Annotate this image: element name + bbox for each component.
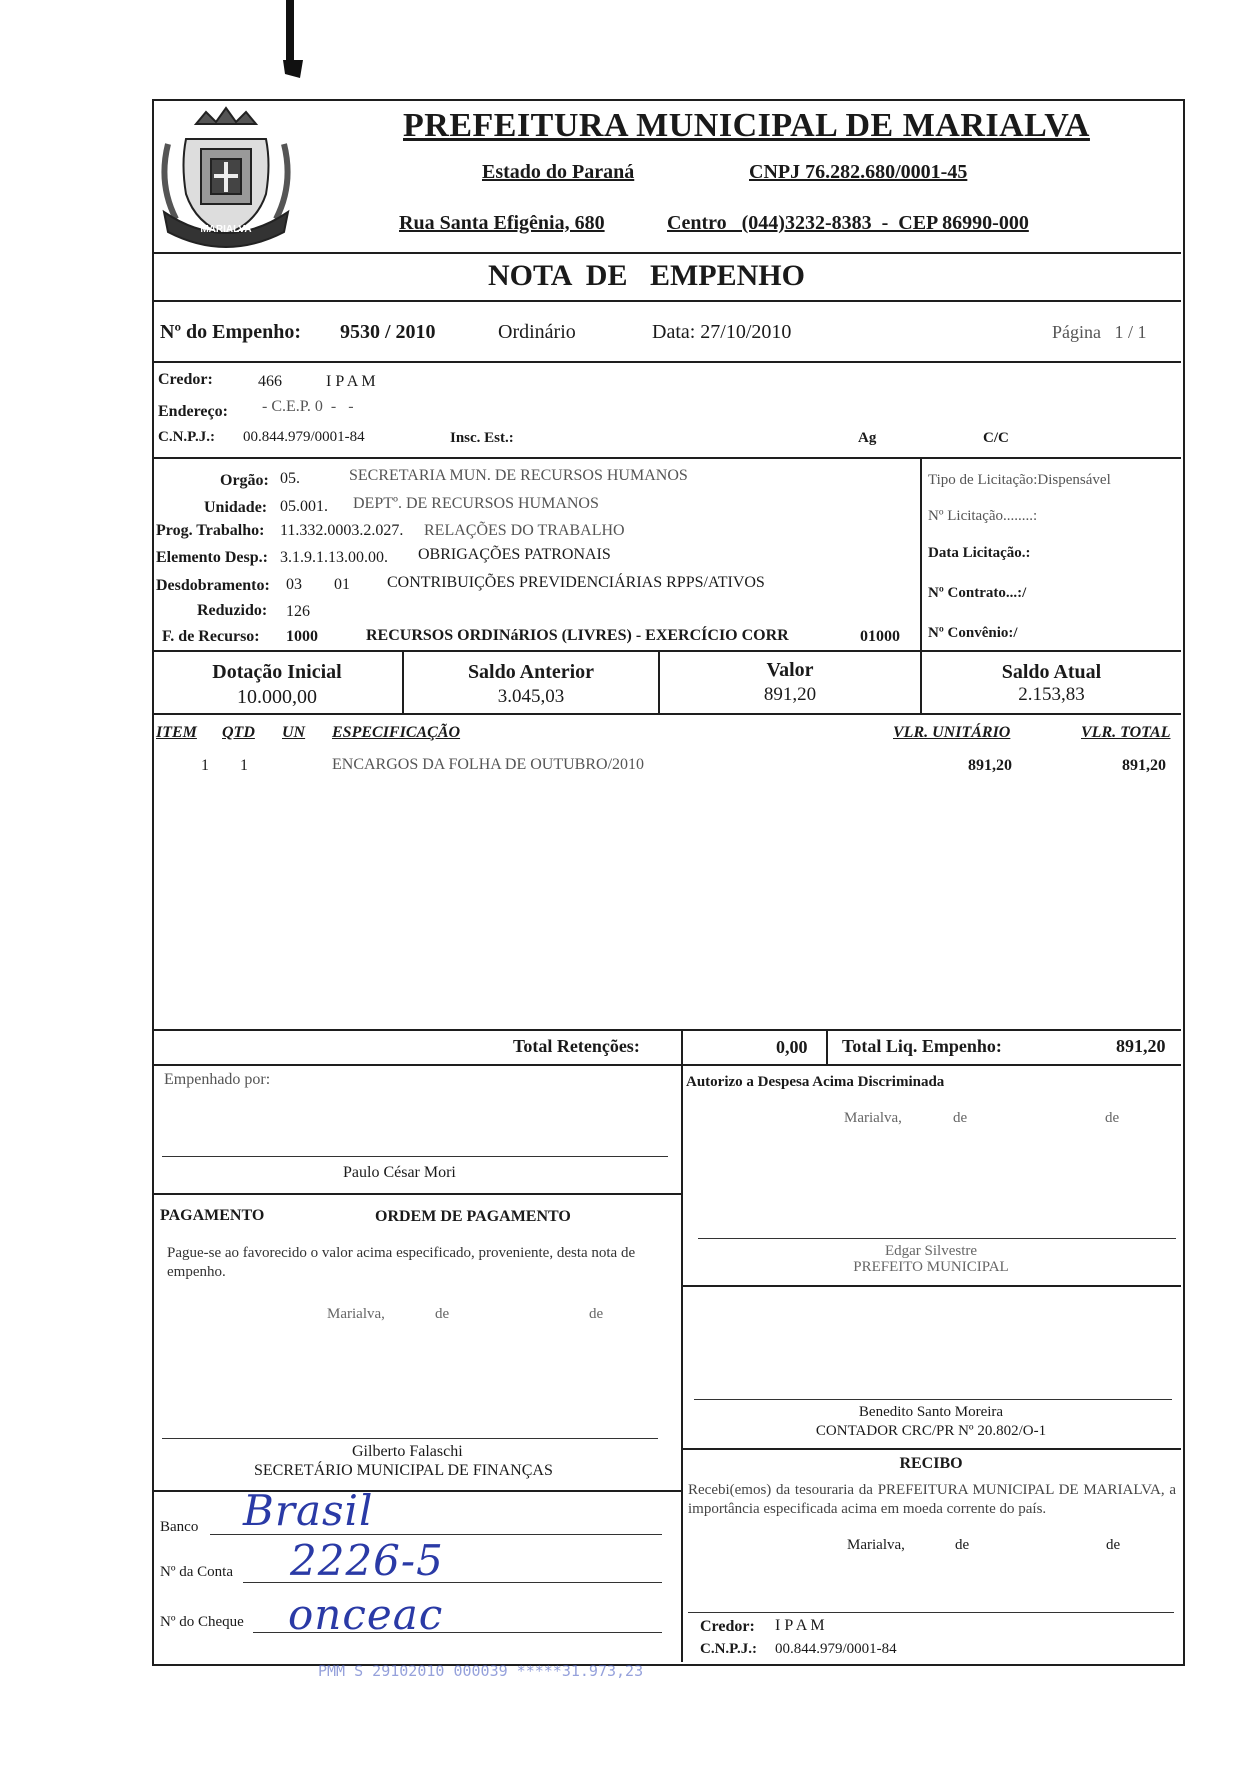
coat-of-arms-logo xyxy=(156,104,296,254)
pagamento-text: Pague-se ao favorecido o valor acima especificado, proveniente, desta nota de empenho. xyxy=(167,1245,636,1280)
cnpj-credor-value: 00.844.979/0001-84 xyxy=(243,429,365,445)
desdobramento-a: 03 xyxy=(286,576,302,593)
unidade-code: 05.001. xyxy=(280,498,328,515)
cnpj-credor-label: C.N.P.J.: xyxy=(158,429,215,445)
desdobramento-b: 01 xyxy=(334,576,350,593)
cheque-label: Nº do Cheque xyxy=(160,1614,244,1630)
numero-licitacao: Nº Licitação........: xyxy=(928,508,1038,524)
retencoes-label: Total Retenções: xyxy=(513,1036,640,1056)
dotacao-value: 10.000,00 xyxy=(237,686,317,708)
row-total: 891,20 xyxy=(1122,757,1166,774)
empenhado-label: Empenhado por: xyxy=(164,1071,271,1088)
row-item: 1 xyxy=(201,757,209,774)
reduzido-value: 126 xyxy=(286,603,310,620)
empenho-date: Data: 27/10/2010 xyxy=(652,321,792,343)
pagamento-de-1: de xyxy=(435,1306,450,1322)
valor-value: 891,20 xyxy=(763,684,817,705)
recibo-cnpj-value: 00.844.979/0001-84 xyxy=(775,1641,897,1657)
fonte-name: RECURSOS ORDINáRIOS (LIVRES) - EXERCÍCIO CORR xyxy=(366,627,789,644)
elemento-name: OBRIGAÇÕES PATRONAIS xyxy=(418,546,611,563)
conta-label: Nº da Conta xyxy=(160,1564,233,1580)
pagamento-label: PAGAMENTO xyxy=(160,1207,265,1224)
recibo-credor-label: Credor: xyxy=(700,1618,755,1635)
prefeito-title: PREFEITO MUNICIPAL xyxy=(853,1259,1009,1275)
table-row xyxy=(152,757,1181,781)
retencoes-value: 0,00 xyxy=(776,1037,808,1057)
col-total: VLR. TOTAL xyxy=(1081,724,1171,741)
dotacao-label: Dotação Inicial xyxy=(212,661,342,683)
saldo-anterior-value: 3.045,03 xyxy=(497,686,565,707)
autorizo-label: Autorizo a Despesa Acima Discriminada xyxy=(686,1074,945,1090)
ag-label: Ag xyxy=(858,430,877,446)
autorizo-marialva: Marialva, xyxy=(844,1110,902,1126)
col-item: ITEM xyxy=(156,724,197,741)
orgao-code: 05. xyxy=(280,470,300,487)
row-espec: ENCARGOS DA FOLHA DE OUTUBRO/2010 xyxy=(332,756,645,773)
recibo-marialva: Marialva, xyxy=(847,1537,905,1553)
credor-code: 466 xyxy=(258,373,282,390)
conta-handwriting: 2226-5 xyxy=(290,1536,444,1585)
document-title: NOTA DE EMPENHO xyxy=(488,259,805,292)
recibo-credor-value: I P A M xyxy=(775,1617,825,1634)
col-unit: VLR. UNITÁRIO xyxy=(893,724,1011,741)
row-qtd: 1 xyxy=(240,757,248,774)
svg-text:MARIALVA: MARIALVA xyxy=(200,224,252,235)
orgao-name: SECRETARIA MUN. DE RECURSOS HUMANOS xyxy=(349,467,688,484)
numero-contrato: Nº Contrato...:/ xyxy=(928,585,1027,601)
fonte-label: F. de Recurso: xyxy=(162,628,260,645)
prefeito-name: Edgar Silvestre xyxy=(884,1243,978,1259)
fonte-right-code: 01000 xyxy=(860,628,900,645)
page-title: PREFEITURA MUNICIPAL DE MARIALVA xyxy=(403,107,1090,144)
endereco-value: - C.E.P. 0 - - xyxy=(262,398,354,415)
scan-mark xyxy=(285,0,303,78)
desdobramento-name: CONTRIBUIÇÕES PREVIDENCIÁRIAS RPPS/ATIVOS xyxy=(387,574,765,591)
valor-label: Valor xyxy=(766,659,814,681)
cnpj-label: CNPJ 76.282.680/0001-45 xyxy=(749,161,968,183)
desdobramento-label: Desdobramento: xyxy=(156,577,270,594)
elemento-code: 3.1.9.1.13.00.00. xyxy=(280,549,388,566)
liq-value: 891,20 xyxy=(1116,1036,1166,1056)
pagamento-marialva: Marialva, xyxy=(327,1306,385,1322)
credor-label: Credor: xyxy=(158,371,213,388)
recibo-de-2: de xyxy=(1106,1537,1121,1553)
autorizo-de-2: de xyxy=(1105,1110,1120,1126)
pagamento-de-2: de xyxy=(589,1306,604,1322)
empenho-label: Nº do Empenho: xyxy=(160,321,302,343)
numero-convenio: Nº Convênio:/ xyxy=(928,625,1018,641)
empenhado-name: Paulo César Mori xyxy=(343,1164,456,1181)
reduzido-label: Reduzido: xyxy=(197,602,268,619)
unidade-name: DEPTº. DE RECURSOS HUMANOS xyxy=(353,495,599,512)
saldo-anterior-label: Saldo Anterior xyxy=(467,661,595,683)
address-label: Rua Santa Efigênia, 680 xyxy=(399,212,605,234)
secretario-title: SECRETÁRIO MUNICIPAL DE FINANÇAS xyxy=(254,1462,553,1479)
orgao-label: Orgão: xyxy=(220,472,269,489)
data-licitacao: Data Licitação.: xyxy=(928,545,1031,561)
elemento-label: Elemento Desp.: xyxy=(156,549,268,566)
secretario-name: Gilberto Falaschi xyxy=(352,1443,463,1460)
col-qtd: QTD xyxy=(222,724,255,741)
prog-label: Prog. Trabalho: xyxy=(156,522,265,539)
prog-name: RELAÇÕES DO TRABALHO xyxy=(424,522,625,539)
insc-label: Insc. Est.: xyxy=(450,430,514,446)
empenho-type: Ordinário xyxy=(498,321,576,343)
autorizo-de-1: de xyxy=(953,1110,968,1126)
credor-name: I P A M xyxy=(326,373,376,390)
endereco-label: Endereço: xyxy=(158,403,228,420)
recibo-title: RECIBO xyxy=(899,1455,963,1472)
recibo-cnpj-label: C.N.P.J.: xyxy=(700,1641,757,1657)
banco-handwriting: Brasil xyxy=(243,1486,374,1535)
empenho-number: 9530 / 2010 xyxy=(340,321,436,343)
col-espec: ESPECIFICAÇÃO xyxy=(332,724,461,741)
banco-label: Banco xyxy=(160,1519,199,1535)
tipo-licitacao: Tipo de Licitação:Dispensável xyxy=(928,472,1111,488)
saldo-atual-value: 2.153,83 xyxy=(1018,684,1085,705)
contador-title: CONTADOR CRC/PR Nº 20.802/O-1 xyxy=(815,1423,1047,1439)
page-number: Página 1 / 1 xyxy=(1052,322,1147,342)
saldo-atual-label: Saldo Atual xyxy=(1001,661,1102,683)
liq-label: Total Liq. Empenho: xyxy=(842,1036,1002,1056)
col-un: UN xyxy=(282,724,306,741)
row-unit: 891,20 xyxy=(968,757,1012,774)
recibo-de-1: de xyxy=(955,1537,970,1553)
cheque-handwriting: onceac xyxy=(288,1590,444,1639)
unidade-label: Unidade: xyxy=(204,499,268,516)
ordem-pagamento-label: ORDEM DE PAGAMENTO xyxy=(375,1208,571,1225)
prog-code: 11.332.0003.2.027. xyxy=(280,522,404,539)
contador-name: Benedito Santo Moreira xyxy=(858,1404,1004,1420)
recibo-text: Recebi(emos) da tesouraria da PREFEITURA MUNICIPAL DE MARIALVA, a importância especificada acima em moeda corrente do país. xyxy=(688,1482,1176,1517)
payment-stamp: PMM S 29102010 000039 *****31.973,23 xyxy=(318,1662,644,1680)
cc-label: C/C xyxy=(983,430,1009,446)
fonte-code: 1000 xyxy=(286,628,318,645)
state-label: Estado do Paraná xyxy=(482,161,635,183)
contact-label: Centro (044)3232-8383 - CEP 86990-000 xyxy=(667,212,1029,234)
